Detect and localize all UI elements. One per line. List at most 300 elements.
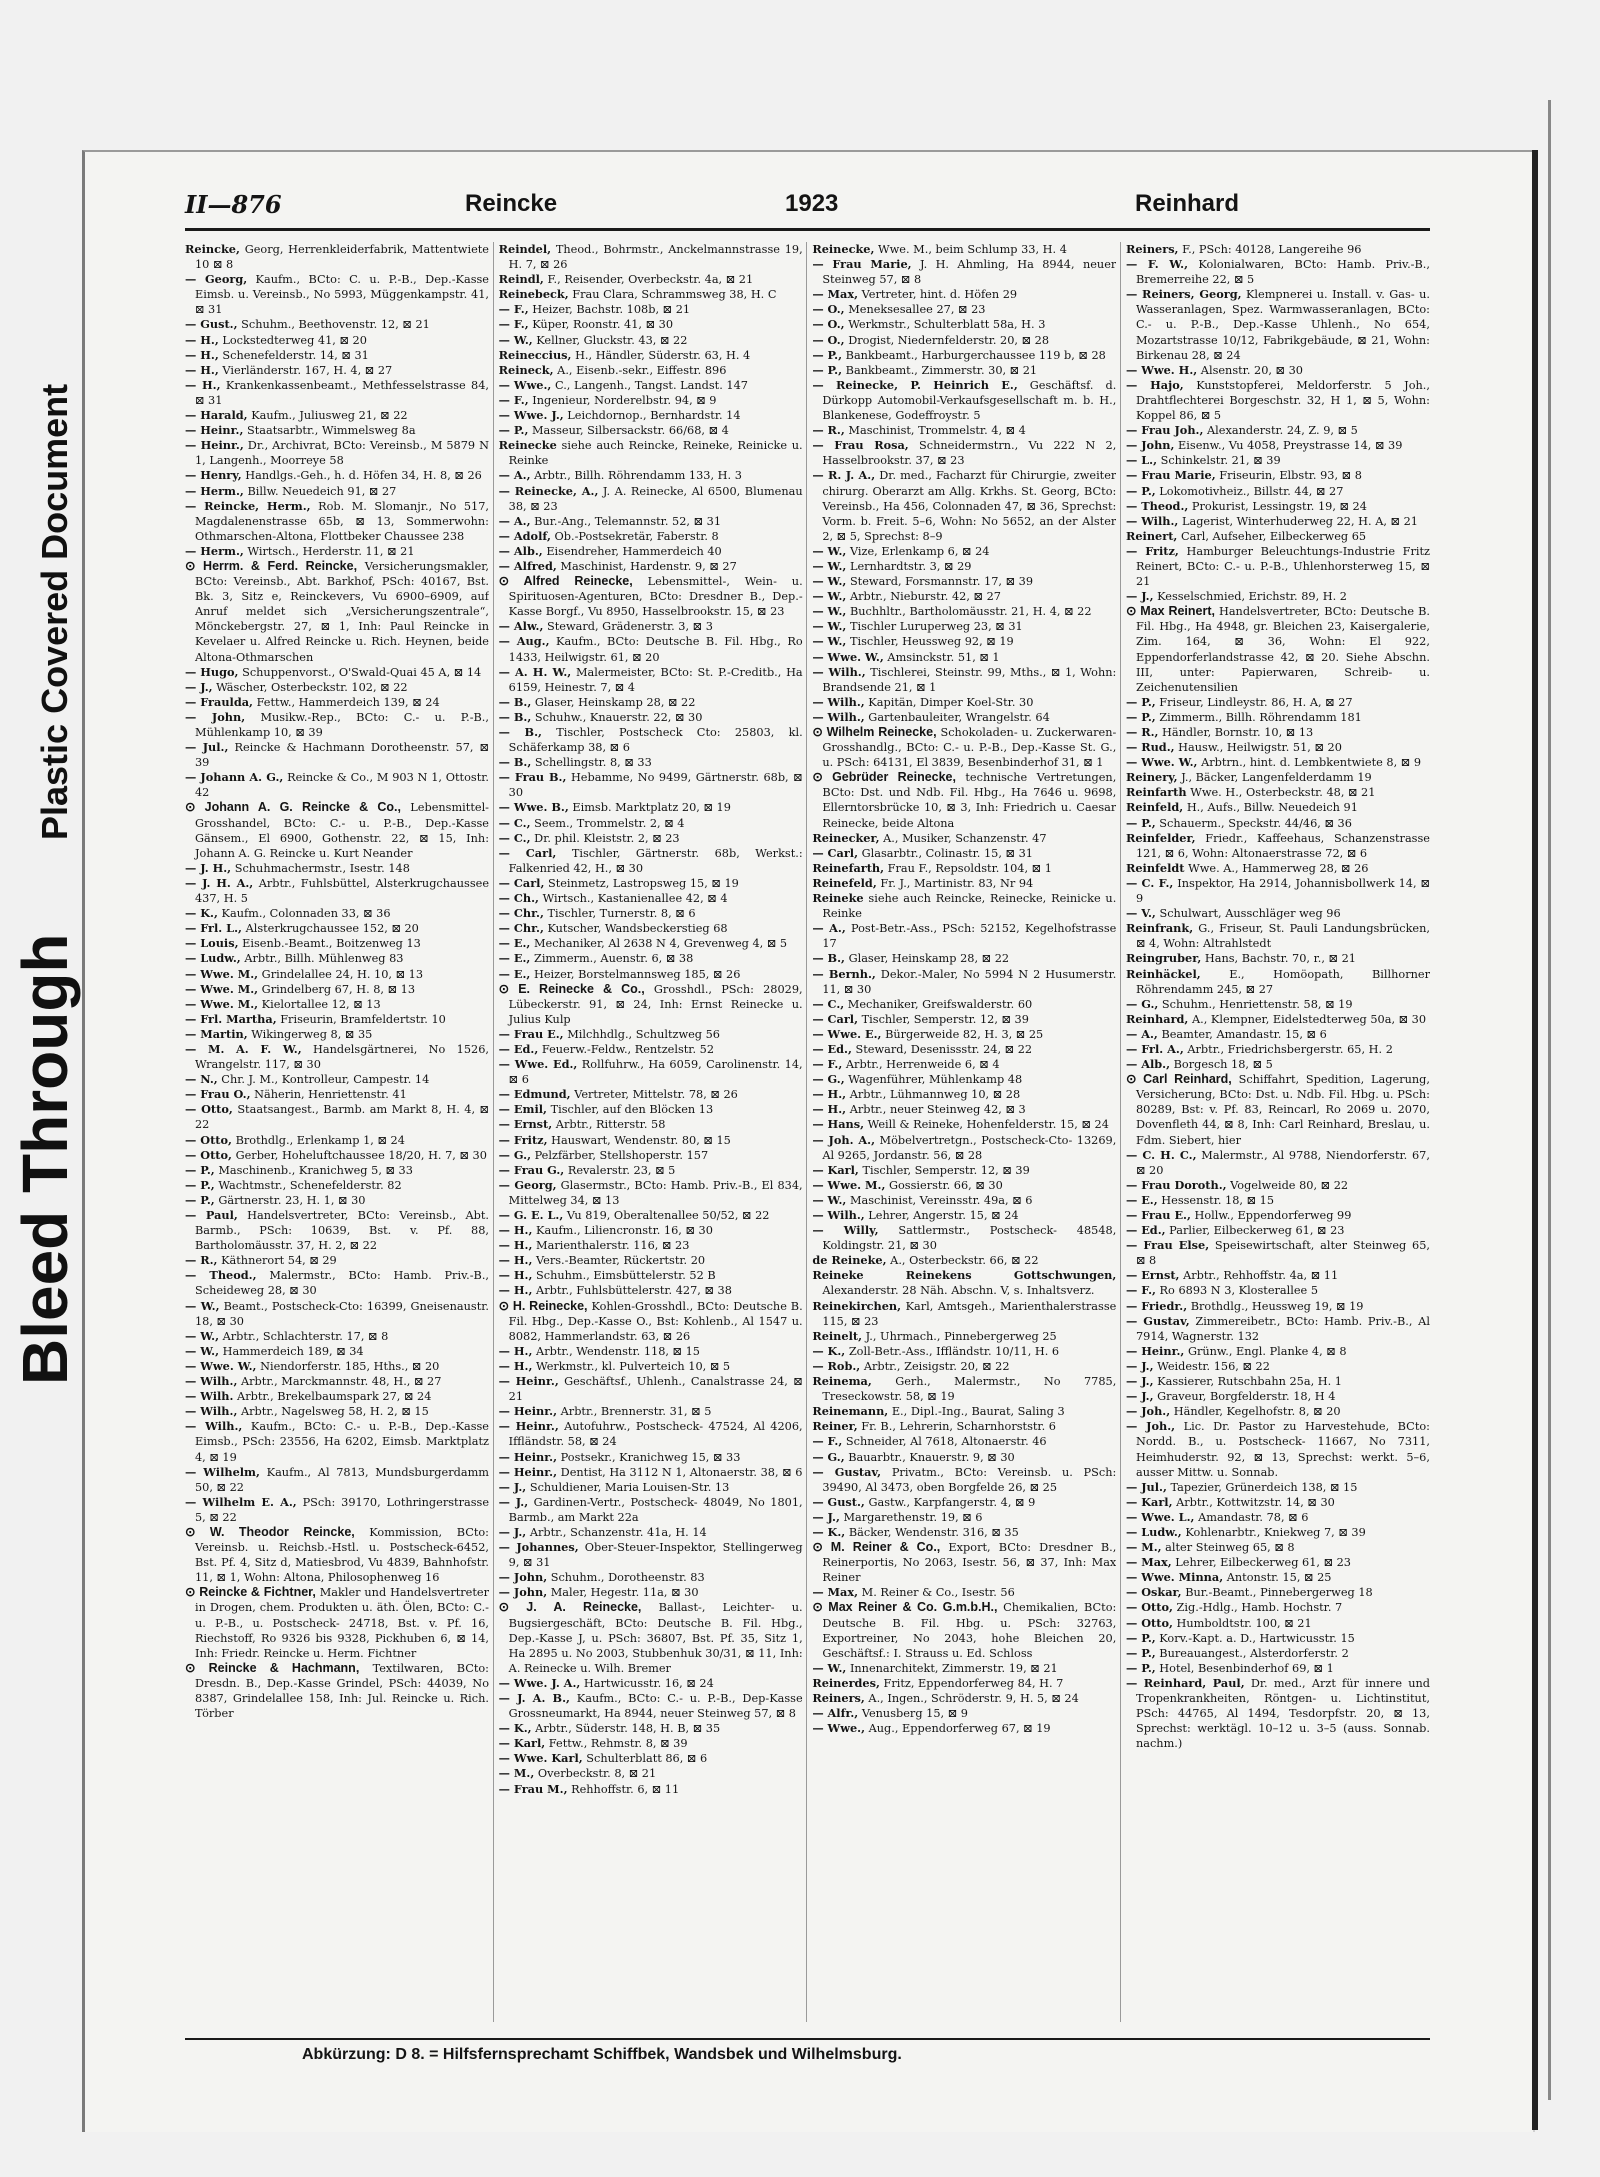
entry-details: Wagenführer, Mühlenkamp 48 — [848, 1073, 1023, 1087]
entry-name: — Wilh., — [185, 1374, 238, 1389]
entry-details: Tischler Luruperweg 23, ⊠ 31 — [849, 620, 1023, 634]
entry-name: — Paul, — [185, 1208, 238, 1222]
directory-entry — [185, 423, 489, 438]
entry-name: — Rob., — [812, 1358, 861, 1373]
directory-entry — [499, 1087, 803, 1102]
entry-name: — W., — [812, 1660, 847, 1675]
entry-name: — Hans, — [812, 1117, 865, 1132]
entry-name: — Frau E., — [1125, 1208, 1191, 1222]
directory-entry — [499, 1268, 803, 1283]
directory-entry — [185, 982, 489, 997]
directory-entry — [812, 1374, 1116, 1404]
directory-entry — [185, 740, 489, 770]
directory-entry — [812, 1510, 1116, 1525]
entry-details: technische Vertretungen, BCto: Dst. und Ndb. Fil. Hbg., Ha 7646 u. 9698, Ellerntorsbrücke 10, ⊠ 3, Inh: Friedrich u. Caesar Reinecke, beide Altona — [822, 771, 1117, 830]
entry-details: Werkmstr., kl. Pulverteich 10, ⊠ 5 — [536, 1359, 731, 1373]
directory-entry — [1126, 1616, 1430, 1631]
directory-entry — [1126, 1268, 1430, 1283]
entry-details: Schuhm., Dorotheenstr. 83 — [550, 1571, 705, 1585]
directory-entry — [499, 1480, 803, 1495]
entry-details: Speisewirtschaft, alter Steinweg 65, ⊠ 8 — [1135, 1239, 1430, 1268]
entry-details: Tischlerei, Steinstr. 99, Mths., ⊠ 1, Wohn: Brandsende 21, ⊠ 1 — [822, 665, 1117, 694]
directory-entry — [499, 725, 803, 755]
entry-name: — P., — [1125, 1630, 1156, 1645]
directory-entry — [812, 650, 1116, 665]
directory-entry — [812, 997, 1116, 1012]
directory-entry — [812, 1600, 1116, 1660]
directory-entry — [185, 499, 489, 544]
entry-name: — Johann A. G., — [185, 770, 284, 785]
directory-entry — [499, 1042, 803, 1057]
entry-name: — W., — [812, 619, 847, 634]
entry-details: Grosshdl., PSch: 28029, Lübeckerstr. 91, ⊠ 24, Inh: Ernst Reinecke u. Julius Kulp — [508, 982, 803, 1026]
entry-name: — R., — [185, 1253, 218, 1268]
entry-details: Ober-Steuer-Inspektor, Stellingerweg 9, ⊠ 31 — [508, 1541, 803, 1570]
entry-details: Rollfuhrw., Ha 6059, Carolinenstr. 14, ⊠ 6 — [508, 1058, 803, 1087]
directory-entry — [185, 1193, 489, 1208]
entry-name: — W., — [812, 543, 847, 558]
entry-name: Reingruber, — [1125, 951, 1202, 966]
directory-entry — [499, 1766, 803, 1781]
entry-name: Reinfeld, — [1125, 800, 1184, 815]
entry-details: Steward, Grädenerstr. 3, ⊠ 3 — [547, 620, 713, 634]
entry-name: — Alb., — [498, 543, 543, 558]
entry-name: — W., — [812, 574, 847, 589]
entry-details: Chr. J. M., Kontrolleur, Campestr. 14 — [221, 1073, 430, 1087]
directory-entry — [499, 1600, 803, 1675]
entry-name: — W., — [812, 558, 847, 573]
entry-name: — Frl. A., — [1125, 1041, 1184, 1056]
directory-entry — [499, 1359, 803, 1374]
directory-entry — [185, 363, 489, 378]
directory-entry — [185, 936, 489, 951]
entry-name: — L., — [1125, 453, 1158, 468]
entry-name: — Ed., — [1125, 1223, 1166, 1238]
directory-entry — [499, 544, 803, 559]
entry-name: — Henry, — [185, 468, 242, 483]
entry-details: Fr. B., Lehrerin, Scharnhorststr. 6 — [861, 1420, 1056, 1434]
directory-entry — [499, 393, 803, 408]
directory-entry — [185, 1585, 489, 1660]
entry-details: A., Eisenb.-sekr., Eiffestr. 896 — [557, 363, 727, 377]
entry-name: — V., — [1125, 906, 1156, 921]
directory-entry — [812, 846, 1116, 861]
entry-details: A., Klempner, Eidelstedterweg 50a, ⊠ 30 — [1191, 1012, 1427, 1026]
entry-details: Ob.-Postsekretär, Faberstr. 8 — [554, 529, 719, 543]
directory-entry — [812, 1133, 1116, 1163]
directory-entry — [812, 725, 1116, 770]
running-header — [185, 190, 1425, 230]
entry-name: — Alw., — [498, 619, 544, 634]
entry-details: Export, BCto: Dresdner B., Reinerportis, No 2063, Isestr. 56, ⊠ 37, Inh: Max Reiner — [822, 1541, 1117, 1585]
entry-details: Wwe. A., Hammerweg 28, ⊠ 26 — [1188, 861, 1369, 875]
entry-details: G., Friseur, St. Pauli Landungsbrücken, ⊠ 4, Wohn: Altrahlstedt — [1135, 922, 1430, 951]
entry-name: — Wwe. W., — [185, 1358, 257, 1373]
entry-details: Gardinen-Vertr., Postscheck- 48049, No 1801, Barmb., am Markt 22a — [508, 1495, 803, 1524]
entry-details: Glasarbtr., Colinastr. 15, ⊠ 31 — [861, 846, 1033, 860]
directory-entry — [499, 1253, 803, 1268]
directory-entry — [812, 1691, 1116, 1706]
entry-name: ⊙ M. Reiner & Co., — [812, 1540, 941, 1555]
entry-details: Schiffahrt, Spedition, Lagerung, Versicherung, BCto: Dst. u. Ndb. Fil. Hbg. u. PSch: 80289, Bst: v. Pf. 83, Reincarl, Ro 2069 u. 2070, Dovenfleth 44, ⊠ 8, Inh: Carl Reinhard, Breslau, u. Fdm. Siebert, hier — [1135, 1073, 1430, 1147]
entry-details: Musikw.-Rep., BCto: C.- u. P.-B., Mühlenkamp 10, ⊠ 39 — [195, 710, 489, 739]
entry-details: Wwe. H., Osterbeckstr. 48, ⊠ 21 — [1190, 786, 1376, 800]
entry-name: — Wwe. W., — [812, 649, 884, 664]
entry-name: Reineke — [812, 891, 864, 906]
entry-details: Lockstedterweg 41, ⊠ 20 — [222, 333, 367, 347]
entry-details: Kaufm., Liliencronstr. 16, ⊠ 30 — [536, 1224, 713, 1238]
entry-details: Zimmerm., Billh. Röhrendamm 181 — [1159, 710, 1362, 724]
entry-details: Handelsgärtnerei, No 1526, Wrangelstr. 117, ⊠ 30 — [195, 1042, 489, 1072]
entry-details: Kaufm., Juliusweg 21, ⊠ 22 — [251, 409, 408, 423]
entry-details: Schulterblatt 86, ⊠ 6 — [586, 1752, 708, 1766]
entry-details: Arbtr., Billh. Mühlenweg 83 — [244, 952, 404, 966]
entry-details: Eisenb.-Beamt., Boitzenweg 13 — [242, 937, 421, 951]
directory-entry — [812, 891, 1116, 921]
directory-entry — [1126, 544, 1430, 589]
directory-entry — [1126, 363, 1430, 378]
directory-entry — [1126, 1676, 1430, 1751]
entry-name: — Chr., — [498, 906, 544, 921]
directory-entry — [499, 770, 803, 800]
directory-entry — [499, 619, 803, 634]
entry-name: — F. W., — [1125, 257, 1189, 272]
directory-entry — [499, 816, 803, 831]
entry-details: Arbtr., neuer Steinweg 42, ⊠ 3 — [849, 1103, 1026, 1117]
entry-name: ⊙ Max Reiner & Co. G.m.b.H., — [812, 1600, 998, 1615]
entry-details: F., Reisender, Overbeckstr. 4a, ⊠ 21 — [547, 273, 754, 287]
entry-details: Fettw., Rehmstr. 8, ⊠ 39 — [548, 1737, 688, 1751]
directory-entry — [1126, 1374, 1430, 1389]
entry-details: Kaufm., BCto: C.- u. P.-B., Dep.-Kasse Eimsb., PSch: 23556, Ha 6202, Eimsb. Marktplatz 4, ⊠ 19 — [195, 1420, 489, 1464]
directory-entry — [1126, 755, 1430, 770]
entry-name: Reineck, — [498, 362, 554, 377]
entry-name: — Edmund, — [498, 1087, 571, 1102]
entry-name: — Frau O., — [185, 1087, 251, 1102]
entry-name: Reindl, — [498, 272, 544, 287]
entry-details: Tischler, Heussweg 92, ⊠ 19 — [849, 635, 1014, 649]
directory-entry — [499, 846, 803, 876]
entry-name: — F., — [1125, 1283, 1156, 1298]
directory-entry — [812, 1042, 1116, 1057]
entry-details: Pelzfärber, Stellshoperstr. 157 — [534, 1148, 709, 1162]
directory-entry — [499, 967, 803, 982]
entry-name: — John, — [498, 1570, 548, 1585]
entry-details: Handlgs.-Geh., h. d. Höfen 34, H. 8, ⊠ 26 — [245, 469, 482, 483]
directory-entry — [1126, 831, 1430, 861]
directory-entry — [185, 468, 489, 483]
entry-details: Mechaniker, Al 2638 N 4, Grevenweg 4, ⊠ 5 — [533, 937, 788, 951]
entry-name: Reinefeld, — [812, 875, 877, 890]
entry-details: Arbtr., Zeisigstr. 20, ⊠ 22 — [863, 1359, 1010, 1373]
entry-details: Parlier, Eilbeckerweg 61, ⊠ 23 — [1169, 1224, 1345, 1238]
entry-name: — K., — [498, 1721, 532, 1736]
entry-name: — H., — [498, 1223, 533, 1238]
directory-entry — [185, 438, 489, 468]
entry-name: — P., — [498, 423, 529, 438]
entry-details: Kunststopferei, Meldorferstr. 5 Joh., Drahtflechterei Borgeschstr. 32, H 1, ⊠ 5, Wohn: Koppel 86, ⊠ 5 — [1135, 378, 1430, 423]
entry-name: Reinfeldt — [1125, 860, 1185, 875]
entry-name: — J., — [1125, 589, 1154, 604]
directory-entry — [1126, 604, 1430, 695]
directory-entry — [185, 695, 489, 710]
entry-details: Bur.-Ang., Telemannstr. 52, ⊠ 31 — [534, 514, 722, 528]
entry-details: Brothdlg., Heussweg 19, ⊠ 19 — [1190, 1299, 1364, 1313]
directory-entry — [812, 574, 1116, 589]
directory-entry — [185, 1389, 489, 1404]
entry-name: — A., — [1125, 1026, 1158, 1041]
entry-details: siehe auch Reincke, Reinecke, Reinicke u. Reinke — [822, 892, 1117, 921]
entry-name: — Wwe. W., — [1125, 755, 1198, 770]
directory-entry — [812, 1495, 1116, 1510]
entry-name: Reinert, — [1125, 528, 1178, 543]
entry-details: Friseur, Lindleystr. 86, H. A, ⊠ 27 — [1159, 695, 1353, 709]
entry-name: Reinfarth — [1125, 785, 1187, 800]
directory-entry — [812, 861, 1116, 876]
entry-name: — F., — [812, 1057, 843, 1072]
directory-entry — [185, 1253, 489, 1268]
directory-entry — [499, 484, 803, 514]
directory-entry — [1126, 1359, 1430, 1374]
directory-entry — [185, 997, 489, 1012]
directory-entry — [812, 1057, 1116, 1072]
entry-details: Bur.-Beamt., Pinnebergerweg 18 — [1185, 1586, 1373, 1600]
directory-entry — [499, 1404, 803, 1419]
entry-name: — Wwe. M., — [812, 1177, 886, 1192]
entry-name: — Martin, — [185, 1026, 248, 1041]
directory-entry — [499, 1283, 803, 1298]
entry-name: — O., — [812, 317, 845, 332]
directory-entry — [1126, 1540, 1430, 1555]
directory-entry — [1126, 785, 1430, 800]
entry-name: — Wwe. B., — [498, 800, 569, 815]
directory-entry — [185, 770, 489, 800]
entry-details: Kassierer, Rutschbahn 25a, H. 1 — [1157, 1375, 1342, 1389]
entry-name: — C. H. C., — [1125, 1147, 1197, 1162]
directory-entry — [812, 619, 1116, 634]
entry-details: Lokomotivheiz., Billstr. 44, ⊠ 27 — [1159, 484, 1344, 498]
entry-name: — Ludw., — [1125, 1524, 1182, 1539]
directory-entry — [812, 423, 1116, 438]
directory-entry — [499, 1238, 803, 1253]
entry-name: — Frau Marie, — [1125, 468, 1216, 483]
entry-name: — H., — [185, 332, 219, 347]
directory-entry — [812, 1117, 1116, 1132]
header-first-word: Reincke — [465, 190, 558, 217]
entry-details: Dr. phil. Kleiststr. 2, ⊠ 23 — [534, 831, 680, 845]
directory-entry — [1126, 453, 1430, 468]
entry-details: Alexanderstr. 28 Näh. Abschn. V, s. Inhaltsverz. — [822, 1284, 1095, 1298]
entry-name: — Frau M., — [498, 1781, 568, 1796]
entry-details: A., Musiker, Schanzenstr. 47 — [883, 831, 1047, 845]
entry-details: Arbtr., Süderstr. 148, H. B, ⊠ 35 — [535, 1722, 721, 1736]
directory-entry — [499, 982, 803, 1027]
entry-details: Bürgerweide 82, H. 3, ⊠ 25 — [885, 1027, 1044, 1041]
entry-name: — Wilh., — [812, 664, 866, 679]
entry-details: Vu 819, Oberaltenallee 50/52, ⊠ 22 — [566, 1209, 770, 1222]
entry-details: Arbtr., Billh. Röhrendamm 133, H. 3 — [534, 469, 742, 483]
directory-entry — [1126, 1631, 1430, 1646]
directory-entry — [499, 800, 803, 815]
column-2 — [493, 242, 803, 2022]
entry-details: Theod., Bohrmstr., Anckelmannstrasse 19, H. 7, ⊠ 26 — [508, 243, 803, 272]
directory-entry — [499, 1691, 803, 1721]
entry-name: — Max, — [812, 1585, 859, 1600]
entry-details: Hauswart, Wendenstr. 80, ⊠ 15 — [551, 1133, 731, 1147]
directory-entry — [499, 302, 803, 317]
entry-details: A., Osterbeckstr. 66, ⊠ 22 — [890, 1254, 1039, 1268]
directory-entry — [1126, 287, 1430, 362]
directory-entry — [1126, 514, 1430, 529]
entry-details: Arbtr., Schanzenstr. 41a, H. 14 — [529, 1525, 707, 1539]
entry-details: Wwe. M., beim Schlump 33, H. 4 — [878, 243, 1067, 256]
entry-name: — G., — [812, 1449, 845, 1464]
entry-details: Alexanderstr. 24, Z. 9, ⊠ 5 — [1207, 424, 1358, 438]
entry-name: — H., — [185, 347, 219, 362]
entry-details: Hammerdeich 189, ⊠ 34 — [222, 1344, 364, 1358]
entry-details: Wäscher, Osterbeckstr. 102, ⊠ 22 — [216, 680, 408, 694]
directory-entry — [812, 1223, 1116, 1253]
entry-name: — Ernst, — [1125, 1268, 1180, 1283]
entry-details: Schauerm., Speckstr. 44/46, ⊠ 36 — [1159, 816, 1352, 830]
next-page-edge — [1548, 100, 1551, 2100]
entry-details: Drogist, Niedernfelderstr. 20, ⊠ 28 — [848, 333, 1050, 347]
entry-name: — K., — [812, 1343, 846, 1358]
entry-details: Vierländerstr. 167, H. 4, ⊠ 27 — [222, 363, 393, 377]
entry-name: — Ludw., — [185, 951, 241, 966]
entry-details: Hausw., Heilwigstr. 51, ⊠ 20 — [1178, 741, 1342, 755]
entry-name: — Heinr., — [185, 423, 244, 438]
entry-details: Schuhm., Eimsbüttelerstr. 52 B — [536, 1269, 716, 1283]
directory-entry — [185, 1027, 489, 1042]
entry-name: Reiner, — [812, 1419, 858, 1434]
entry-name: — Frau G., — [498, 1162, 565, 1177]
directory-entry — [1126, 967, 1430, 997]
entry-details: Eimsb. Marktplatz 20, ⊠ 19 — [572, 801, 731, 815]
entry-name: Reiners, — [812, 1691, 865, 1705]
directory-entry — [499, 363, 803, 378]
entry-details: Küper, Roonstr. 41, ⊠ 30 — [532, 318, 674, 332]
entry-name: — J., — [1125, 1358, 1154, 1373]
entry-name: — Theod., — [1125, 498, 1189, 513]
entry-name: — Emil, — [498, 1102, 547, 1117]
entry-name: Reinhäckel, — [1125, 966, 1201, 981]
directory-entry — [499, 408, 803, 423]
entry-details: Schulwart, Ausschläger weg 96 — [1159, 907, 1341, 921]
entry-details: Steward, Desenissstr. 24, ⊠ 22 — [855, 1042, 1033, 1056]
entry-details: Autofuhrw., Postscheck- 47524, Al 4206, Iffländstr. 58, ⊠ 24 — [508, 1420, 803, 1449]
directory-entry — [185, 1374, 489, 1389]
entry-details: Zimmereibetr., BCto: Hamb. Priv.-B., Al 7914, Wagnerstr. 132 — [1135, 1314, 1430, 1343]
entry-name: — Joh., — [1125, 1419, 1176, 1434]
entry-name: — F., — [498, 392, 529, 407]
entry-details: Schneidermstrn., Vu 222 N 2, Hasselbrookstr. 37, ⊠ 23 — [822, 439, 1117, 468]
directory-entry — [499, 272, 803, 287]
entry-name: — Wilh. — [185, 1389, 234, 1404]
entry-name: — B., — [498, 694, 532, 709]
entry-name: — J. H. A., — [185, 875, 254, 890]
entry-details: Zoll-Betr.-Ass., Iffländstr. 10/11, H. 6 — [848, 1344, 1060, 1358]
entry-name: — P., — [185, 1162, 215, 1177]
directory-entry — [185, 1661, 489, 1721]
entry-name: — Ed., — [812, 1041, 852, 1056]
entry-name: — J., — [185, 679, 213, 694]
entry-name: — P., — [185, 1192, 215, 1207]
entry-details: Dentist, Ha 3112 N 1, Altonaerstr. 38, ⊠ 6 — [560, 1465, 803, 1479]
entry-details: Gastw., Karpfangerstr. 4, ⊠ 9 — [868, 1495, 1036, 1509]
entry-details: Makler und Handelsvertreter in Drogen, chem. Produkten u. äth. Ölen, BCto: C.- u. P.-B., u. Postscheck- 24718, Bst. v. Pf. 16, Riechstoff, Ro 9326 bis 9328, Pickhuben 6, ⊠ 14, Inh: Friedr. Reincke u. Herm. Fichtner — [195, 1586, 489, 1660]
entry-details: Zimmerm., Auenstr. 6, ⊠ 38 — [533, 952, 694, 966]
entry-name: — Alb., — [1125, 1057, 1171, 1072]
entry-details: Vogelweide 80, ⊠ 22 — [1230, 1178, 1349, 1192]
entry-name: — P., — [1125, 815, 1156, 830]
directory-entry — [499, 1299, 803, 1344]
bleed-through-label: Bleed Through — [9, 933, 81, 1385]
entry-details: Klempnerei u. Install. v. Gas- u. Wasseranlagen, Spez. Warmwasseranlagen, BCto: C.- u. P.-B., Dep.-Kasse Uhlenh., No 654, Mozartstrasse 10/12, Fabrikgebäude, ⊠ 21, Wohn: Birkenau 28, ⊠ 24 — [1135, 288, 1430, 362]
entry-name: — Wwe. M., — [185, 981, 259, 996]
entry-name: — Wilh., — [185, 1404, 238, 1419]
entry-name: — H., — [812, 1087, 847, 1102]
directory-entry — [812, 1268, 1116, 1298]
entry-name: — John, — [1125, 438, 1175, 453]
entry-name: Reinhard, — [1125, 1011, 1189, 1026]
entry-name: — Friedr., — [1125, 1298, 1188, 1313]
directory-entry — [1126, 816, 1430, 831]
directory-entry — [499, 1208, 803, 1223]
entry-details: Friedr., Kaffeehaus, Schanzenstrasse 121, ⊠ 6, Wohn: Altonaerstrasse 72, ⊠ 6 — [1135, 831, 1430, 860]
entry-details: Käthnerort 54, ⊠ 29 — [221, 1254, 337, 1268]
directory-entry — [499, 1117, 803, 1132]
entry-name: — Carl, — [498, 875, 545, 890]
entry-details: Tischler, Semperstr. 12, ⊠ 39 — [861, 1012, 1029, 1026]
entry-details: Wachtmstr., Schenefelderstr. 82 — [218, 1178, 402, 1192]
entry-details: Glaser, Heinskamp 28, ⊠ 22 — [534, 695, 696, 709]
directory-entry — [185, 861, 489, 876]
entry-name: Reinebeck, — [498, 287, 569, 302]
entry-details: Arbtr., Brennerstr. 31, ⊠ 5 — [560, 1405, 712, 1419]
entry-name: — Frau Marie, — [812, 257, 912, 272]
directory-entry — [499, 634, 803, 664]
directory-entry — [185, 1495, 489, 1525]
entry-details: H., Händler, Süderstr. 63, H. 4 — [575, 348, 751, 362]
entry-details: Arbtr., Kottwitzstr. 14, ⊠ 30 — [1176, 1495, 1335, 1509]
entry-name: — W., — [185, 1328, 220, 1343]
entry-details: Hollw., Eppendorferweg 99 — [1194, 1209, 1352, 1222]
entry-name: — C. F., — [1125, 875, 1174, 890]
entry-name: — Gust., — [185, 317, 238, 332]
entry-details: Malermstr., Al 9788, Niendorferstr. 67, ⊠ 20 — [1135, 1148, 1430, 1177]
entry-name: ⊙ Alfred Reinecke, — [498, 574, 633, 589]
entry-details: Tischler, auf den Blöcken 13 — [550, 1103, 714, 1117]
entry-details: Lebensmittel-, Wein- u. Spirituosen-Agenturen, BCto: Dresdner B., Dep.-Kasse Borgf., Vu 8950, Hasselbrookstr. 15, ⊠ 23 — [508, 575, 803, 619]
entry-name: — M., — [1125, 1540, 1162, 1555]
entry-details: Geschäftsf. d. Dürkopp Automobil-Verkaufsgesellschaft m. b. H., Blankenese, Godeffroystr. 5 — [822, 378, 1117, 423]
entry-name: — Heinr., — [185, 438, 244, 453]
directory-entry — [185, 1133, 489, 1148]
directory-entry — [1126, 1283, 1430, 1298]
entry-details: Hans, Bachstr. 70, r., ⊠ 21 — [1204, 952, 1356, 966]
entry-name: — Oskar, — [1125, 1585, 1182, 1600]
directory-entry — [1126, 1299, 1430, 1314]
entry-name: — H., — [498, 1343, 533, 1358]
directory-entry — [812, 1072, 1116, 1087]
entry-name: — J., — [812, 1509, 840, 1524]
entry-details: Gärtnerstr. 23, H. 1, ⊠ 30 — [218, 1193, 366, 1207]
column-1 — [185, 242, 489, 2022]
entry-name: — C., — [812, 996, 845, 1011]
directory-entry — [499, 1344, 803, 1359]
directory-entry — [499, 378, 803, 393]
